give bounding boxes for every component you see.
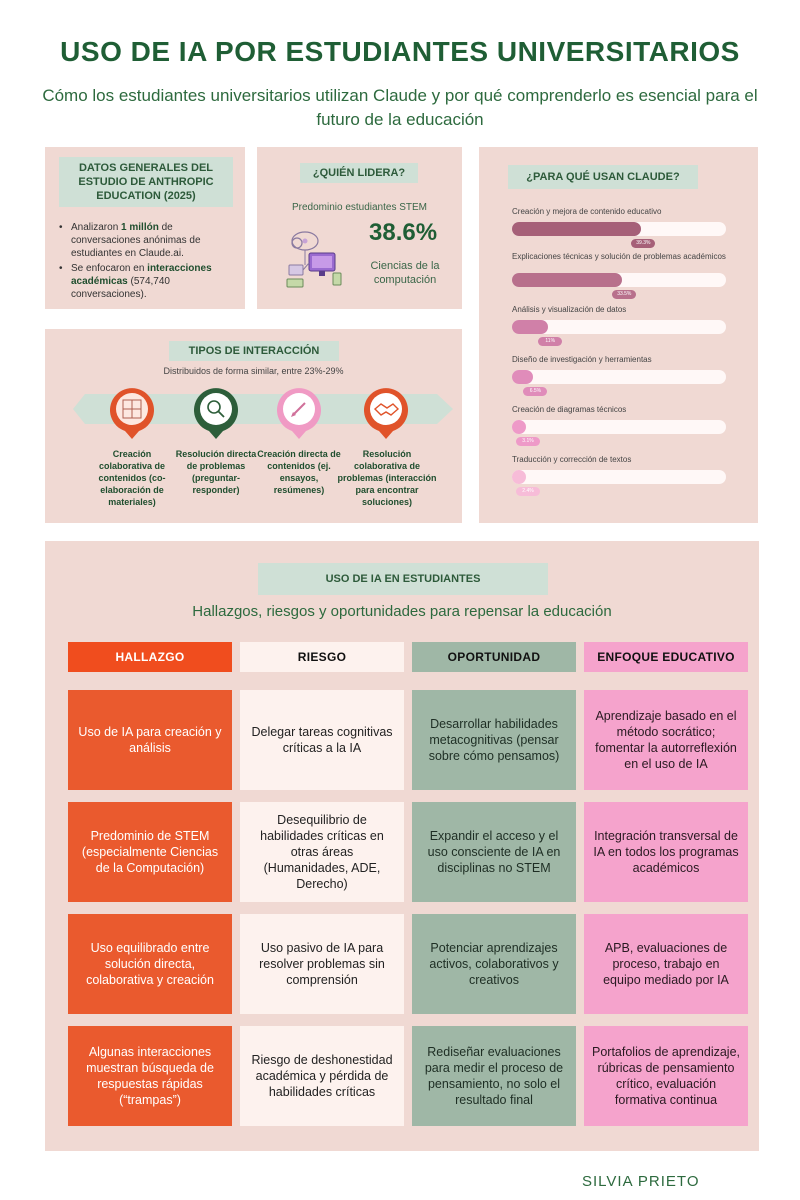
header-riesgo: RIESGO bbox=[240, 642, 404, 672]
pencil-icon bbox=[277, 388, 321, 439]
uso-section bbox=[45, 541, 759, 1151]
usan-panel bbox=[479, 147, 758, 523]
bar-value-tag: 3.1% bbox=[516, 437, 540, 446]
row2-enfoque: Integración transversal de IA en todos los programas académicos bbox=[584, 802, 748, 902]
row1-hallazgo: Uso de IA para creación y análisis bbox=[68, 690, 232, 790]
handshake-icon bbox=[364, 388, 408, 439]
tipo-caption-3: Creación directa de contenidos (ej. ensayos, resúmenes) bbox=[257, 449, 341, 495]
row3-enfoque: APB, evaluaciones de proceso, trabajo en equipo mediado por IA bbox=[584, 914, 748, 1014]
tipo-caption-1: Creación colaborativa de contenidos (co-elaboración de materiales) bbox=[98, 449, 166, 507]
bar-track bbox=[512, 470, 726, 484]
bar-fill bbox=[512, 320, 548, 334]
row1-enfoque: Aprendizaje basado en el método socrático; fomentar la autorreflexión en el uso de IA bbox=[584, 690, 748, 790]
bar-fill bbox=[512, 273, 622, 287]
bar-track bbox=[512, 370, 726, 384]
tipos-subtitle: Distribuidos de forma similar, entre 23%-29% bbox=[163, 366, 344, 376]
bar-label: Creación de diagramas técnicos bbox=[512, 405, 627, 414]
row3-riesgo: Uso pasivo de IA para resolver problemas sin comprensión bbox=[240, 914, 404, 1014]
tipos-panel bbox=[45, 329, 462, 523]
bar-label: Diseño de investigación y herramientas bbox=[512, 355, 652, 364]
row2-oportunidad: Expandir el acceso y el uso consciente de IA en disciplinas no STEM bbox=[412, 802, 576, 902]
row4-enfoque: Portafolios de aprendizaje, rúbricas de pensamiento crítico, evaluación formativa continua bbox=[584, 1026, 748, 1126]
bar-label: Análisis y visualización de datos bbox=[512, 305, 627, 314]
lidera-title: ¿QUIÉN LIDERA? bbox=[300, 163, 418, 183]
bar-fill bbox=[512, 420, 526, 434]
page-title: USO DE IA POR ESTUDIANTES UNIVERSITARIOS bbox=[60, 36, 740, 67]
datos-bullet-2: • Se enfocaron en interacciones académicas (574,740 conversaciones). bbox=[59, 262, 239, 301]
bar-label: Explicaciones técnicas y solución de problemas académicos bbox=[512, 252, 726, 261]
header-hallazgo: HALLAZGO bbox=[68, 642, 232, 672]
bar-fill bbox=[512, 222, 641, 236]
lidera-subtitle: Predominio estudiantes STEM bbox=[291, 202, 428, 213]
row3-oportunidad: Potenciar aprendizajes activos, colaborativos y creativos bbox=[412, 914, 576, 1014]
datos-panel bbox=[45, 147, 245, 309]
bar-value-tag: 2.4% bbox=[516, 487, 540, 496]
bar-label: Creación y mejora de contenido educativo bbox=[512, 207, 662, 216]
tipo-caption-4: Resolución colaborativa de problemas (interacción para encontrar soluciones) bbox=[337, 449, 437, 507]
tipo-caption-2: Resolución directa de problemas (preguntar-responder) bbox=[175, 449, 257, 495]
tipos-arrow-diagram bbox=[45, 379, 462, 454]
uso-subtitle: Hallazgos, riesgos y oportunidades para repensar la educación bbox=[192, 603, 612, 620]
row4-oportunidad: Rediseñar evaluaciones para medir el proceso de pensamiento, no solo el resultado final bbox=[412, 1026, 576, 1126]
lidera-panel bbox=[257, 147, 462, 309]
row1-oportunidad: Desarrollar habilidades metacognitivas (pensar sobre cómo pensamos) bbox=[412, 690, 576, 790]
lidera-percentage: 38.6% bbox=[369, 219, 438, 246]
bar-value-tag: 39.3% bbox=[631, 239, 655, 248]
row4-hallazgo: Algunas interacciones muestran búsqueda de respuestas rápidas (“trampas”) bbox=[68, 1026, 232, 1126]
author-name: SILVIA PRIETO bbox=[582, 1173, 700, 1190]
usan-title: ¿PARA QUÉ USAN CLAUDE? bbox=[508, 165, 698, 189]
datos-list bbox=[59, 221, 239, 303]
puzzle-icon bbox=[110, 388, 154, 439]
computer-illustration-icon bbox=[279, 223, 349, 293]
row1-riesgo: Delegar tareas cognitivas críticas a la IA bbox=[240, 690, 404, 790]
bar-label: Traducción y corrección de textos bbox=[512, 455, 632, 464]
lidera-field: Ciencias de la computación bbox=[370, 260, 440, 286]
bar-fill bbox=[512, 370, 533, 384]
header-oportunidad: OPORTUNIDAD bbox=[412, 642, 576, 672]
header-enfoque-educativo: ENFOQUE EDUCATIVO bbox=[584, 642, 748, 672]
bar-value-tag: 6.5% bbox=[523, 387, 547, 396]
row2-riesgo: Desequilibrio de habilidades críticas en otras áreas (Humanidades, ADE, Derecho) bbox=[240, 802, 404, 902]
bar-track bbox=[512, 420, 726, 434]
tipos-title: TIPOS DE INTERACCIÓN bbox=[169, 341, 339, 361]
row2-hallazgo: Predominio de STEM (especialmente Ciencias de la Computación) bbox=[68, 802, 232, 902]
bar-fill bbox=[512, 470, 526, 484]
magnifier-icon bbox=[194, 388, 238, 439]
page-subtitle: Cómo los estudiantes universitarios utilizan Claude y por qué comprenderlo es esencial para el futuro de la educación bbox=[42, 86, 758, 129]
bar-value-tag: 11% bbox=[538, 337, 562, 346]
uso-title: USO DE IA EN ESTUDIANTES bbox=[258, 563, 548, 595]
datos-bullet-1: • Analizaron 1 millón de conversaciones anónimas de estudiantes en Claude.ai. bbox=[59, 221, 239, 260]
row4-riesgo: Riesgo de deshonestidad académica y pérdida de habilidades críticas bbox=[240, 1026, 404, 1126]
row3-hallazgo: Uso equilibrado entre solución directa, colaborativa y creación bbox=[68, 914, 232, 1014]
datos-title: DATOS GENERALES DEL ESTUDIO DE ANTHROPIC EDUCATION (2025) bbox=[59, 157, 233, 207]
bar-value-tag: 33.5% bbox=[612, 290, 636, 299]
